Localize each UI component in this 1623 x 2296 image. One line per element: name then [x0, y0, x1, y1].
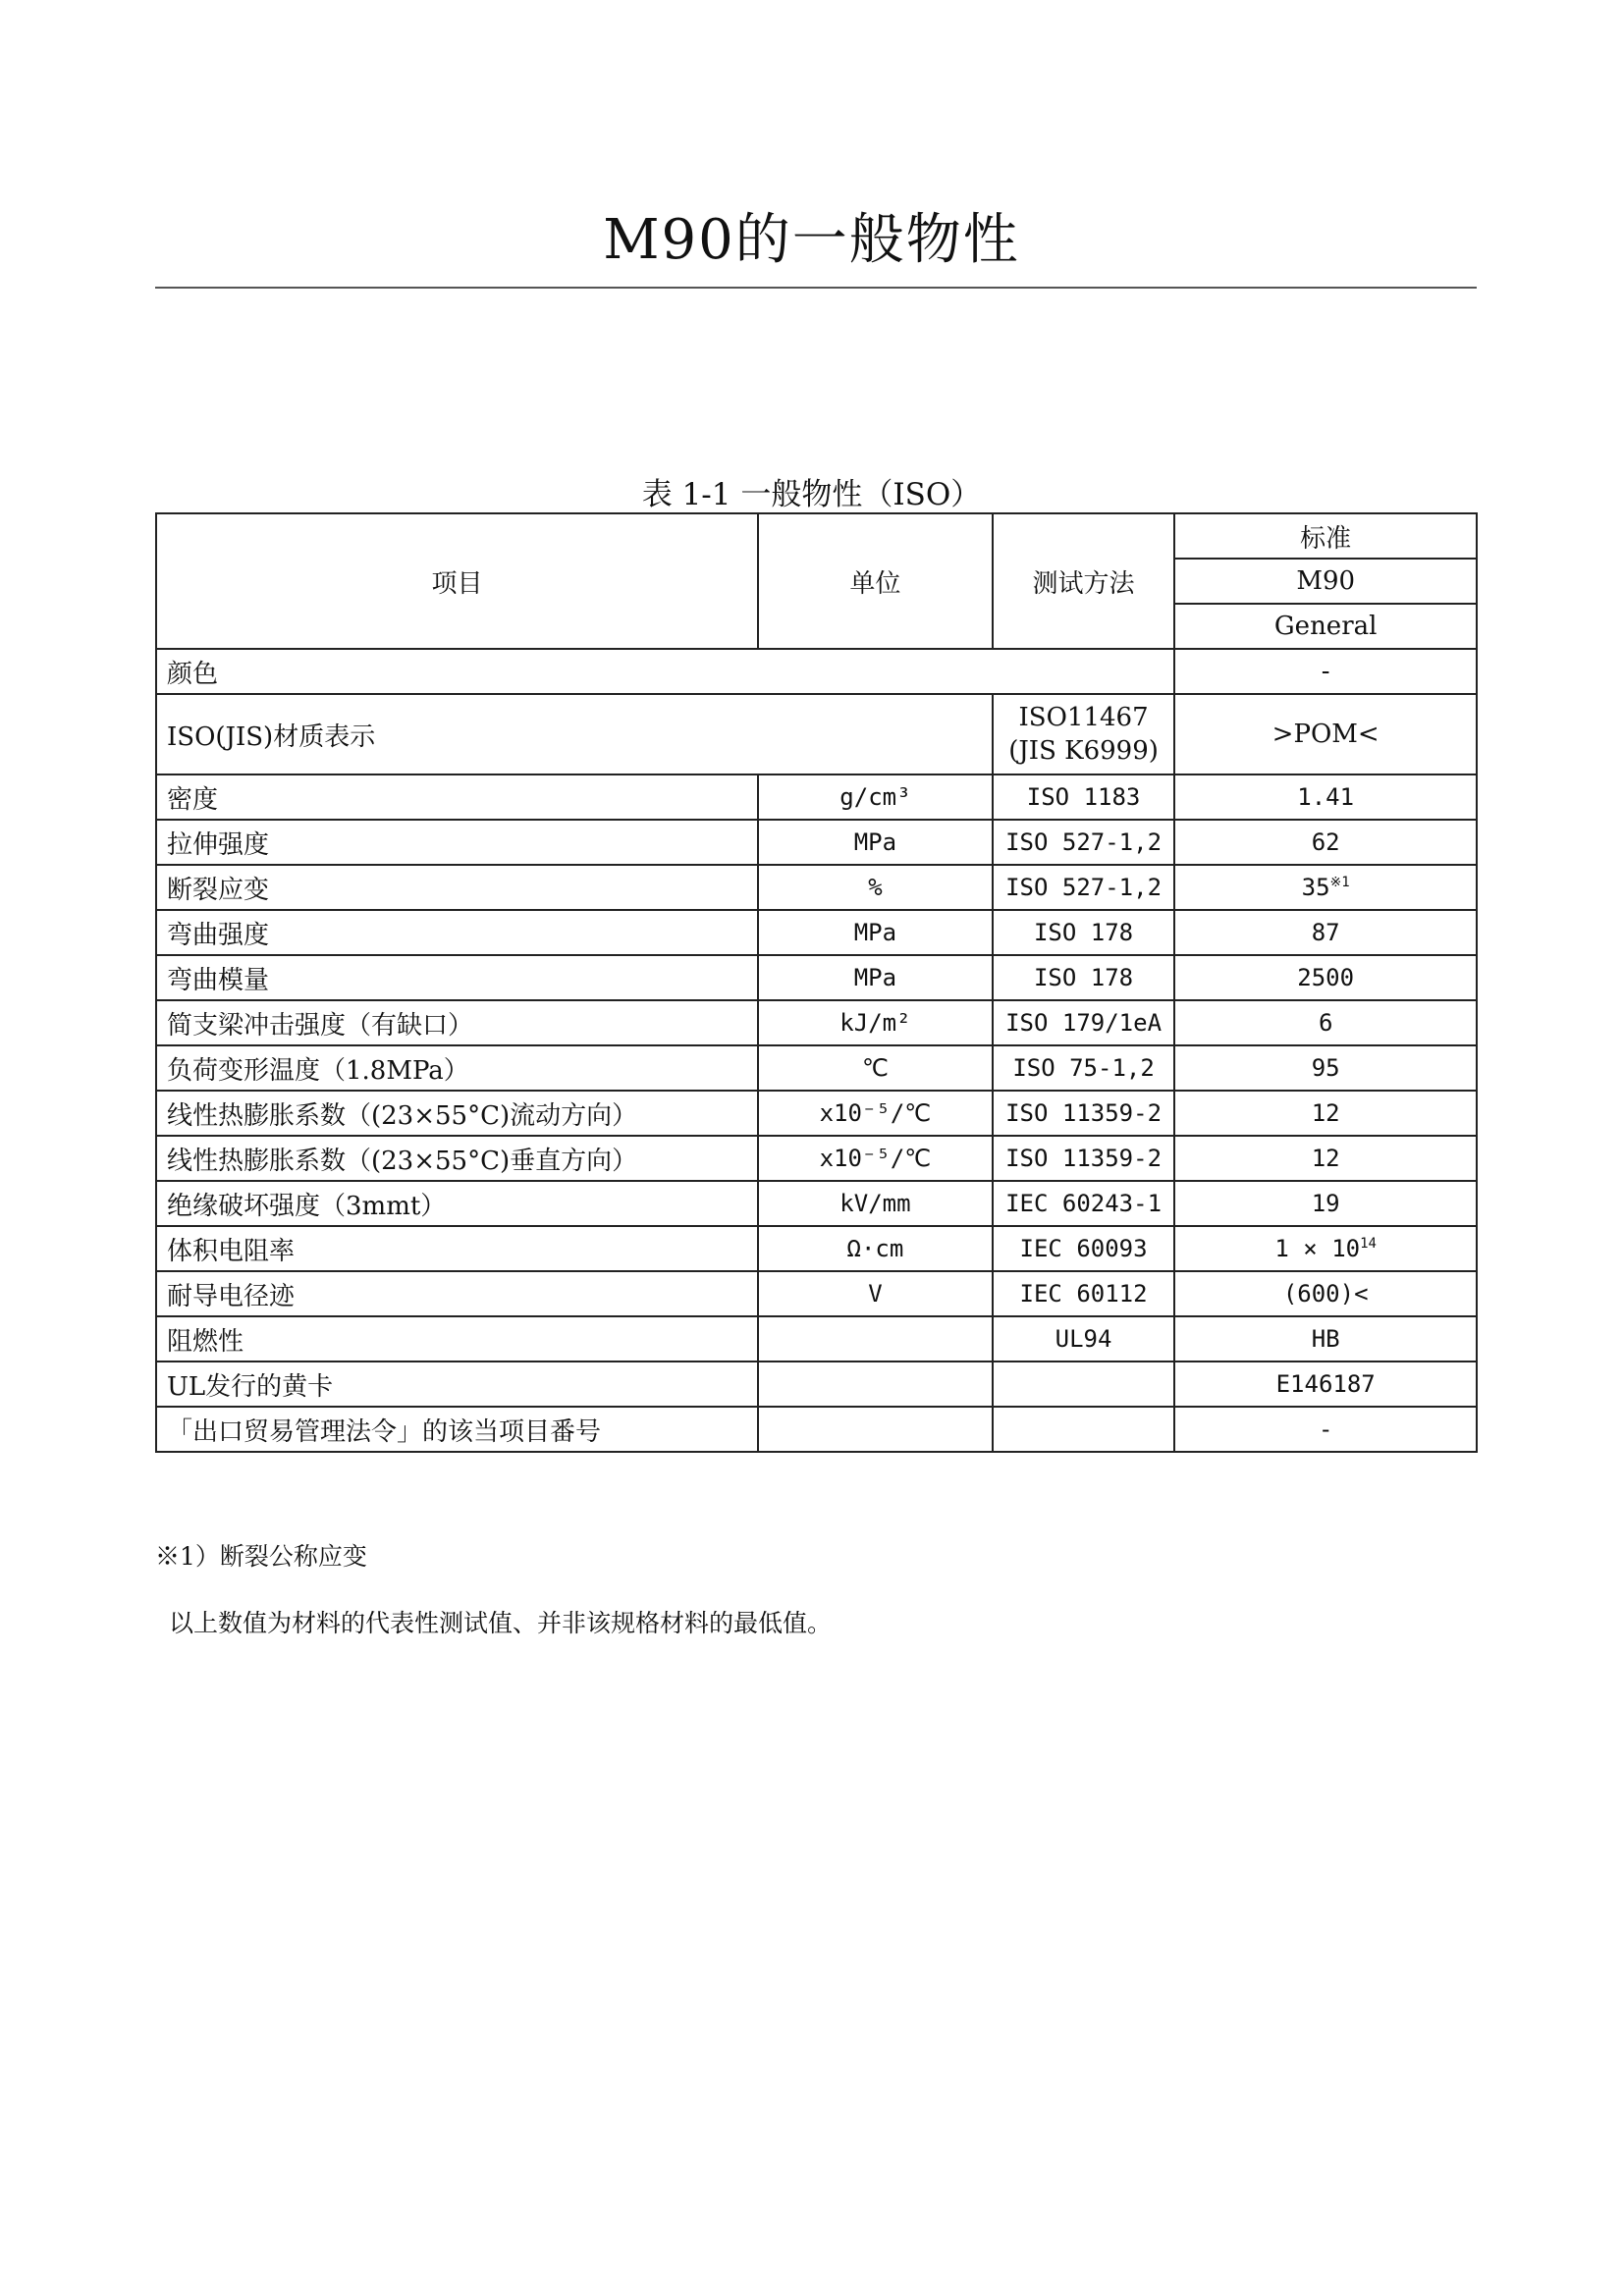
table-row: [156, 955, 1477, 1000]
row-unit: [758, 1362, 993, 1407]
header-grade: M90: [1174, 559, 1477, 604]
row-label: 负荷变形温度（1.8MPa）: [156, 1045, 758, 1091]
row-unit: [758, 1407, 993, 1452]
row-unit: V: [758, 1271, 993, 1316]
header-row: [156, 513, 1477, 559]
row-value: 12: [1174, 1091, 1477, 1136]
method-line: ISO11467: [1018, 703, 1149, 732]
row-unit: x10⁻⁵/℃: [758, 1091, 993, 1136]
row-value: 95: [1174, 1045, 1477, 1091]
row-unit: ℃: [758, 1045, 993, 1091]
row-label: UL发行的黄卡: [156, 1362, 758, 1407]
row-label: 密度: [156, 774, 758, 820]
table-row: [156, 1181, 1477, 1226]
row-method: [993, 1407, 1175, 1452]
header-standard: 标准: [1174, 513, 1477, 559]
value-text: 1 × 10: [1274, 1235, 1361, 1262]
row-label: 弯曲模量: [156, 955, 758, 1000]
row-unit: kJ/m²: [758, 1000, 993, 1045]
row-label: 线性热膨胀系数（(23×55°C)流动方向）: [156, 1091, 758, 1136]
table-row: [156, 910, 1477, 955]
row-label: 颜色: [156, 649, 1174, 694]
row-label: 线性热膨胀系数（(23×55°C)垂直方向）: [156, 1136, 758, 1181]
table-row: [156, 694, 1477, 774]
row-value: 87: [1174, 910, 1477, 955]
row-method: UL94: [993, 1316, 1175, 1362]
row-value: 2500: [1174, 955, 1477, 1000]
row-value: -: [1174, 649, 1477, 694]
table-row: [156, 1362, 1477, 1407]
row-method: ISO 179/1eA: [993, 1000, 1175, 1045]
table-row: [156, 1045, 1477, 1091]
row-unit: MPa: [758, 955, 993, 1000]
row-method: [993, 694, 1175, 774]
row-method: ISO 11359-2: [993, 1091, 1175, 1136]
row-value: HB: [1174, 1316, 1477, 1362]
row-value: 1.41: [1174, 774, 1477, 820]
row-unit: MPa: [758, 910, 993, 955]
row-method: [993, 1362, 1175, 1407]
row-value: [1174, 1226, 1477, 1271]
table-row: [156, 1316, 1477, 1362]
row-method: ISO 178: [993, 955, 1175, 1000]
table-row: [156, 820, 1477, 865]
footnote: ※1）断裂公称应变: [155, 1542, 367, 1571]
row-label: 弯曲强度: [156, 910, 758, 955]
value-text: 35: [1301, 874, 1330, 901]
table-row: [156, 649, 1477, 694]
row-label: 绝缘破坏强度（3mmt）: [156, 1181, 758, 1226]
value-superscript: ※1: [1329, 875, 1350, 890]
row-unit: g/cm³: [758, 774, 993, 820]
disclaimer-note: 以上数值为材料的代表性测试值、并非该规格材料的最低值。: [169, 1609, 833, 1637]
row-method: ISO 1183: [993, 774, 1175, 820]
row-label: 耐导电径迹: [156, 1271, 758, 1316]
row-value: [1174, 865, 1477, 910]
row-method: ISO 527-1,2: [993, 820, 1175, 865]
row-method: IEC 60112: [993, 1271, 1175, 1316]
properties-table: [155, 512, 1478, 1453]
row-unit: x10⁻⁵/℃: [758, 1136, 993, 1181]
title-divider: [155, 287, 1477, 289]
row-unit: [758, 1316, 993, 1362]
row-value: >POM<: [1174, 694, 1477, 774]
row-method: ISO 75-1,2: [993, 1045, 1175, 1091]
table-row: [156, 1407, 1477, 1452]
row-value: 62: [1174, 820, 1477, 865]
document-title: M90的一般物性: [603, 208, 1020, 272]
row-method: ISO 178: [993, 910, 1175, 955]
header-item: 项目: [156, 513, 758, 649]
row-unit: MPa: [758, 820, 993, 865]
table-row: [156, 865, 1477, 910]
row-unit: Ω·cm: [758, 1226, 993, 1271]
row-label: 拉伸强度: [156, 820, 758, 865]
row-value: 19: [1174, 1181, 1477, 1226]
row-label: 断裂应变: [156, 865, 758, 910]
table-row: [156, 1136, 1477, 1181]
row-unit: %: [758, 865, 993, 910]
table-row: [156, 1226, 1477, 1271]
row-value: -: [1174, 1407, 1477, 1452]
row-value: (600)<: [1174, 1271, 1477, 1316]
row-value: 6: [1174, 1000, 1477, 1045]
row-method: ISO 527-1,2: [993, 865, 1175, 910]
row-method: IEC 60243-1: [993, 1181, 1175, 1226]
header-method: 测试方法: [993, 513, 1175, 649]
row-value: E146187: [1174, 1362, 1477, 1407]
table-row: [156, 1091, 1477, 1136]
row-unit: kV/mm: [758, 1181, 993, 1226]
header-unit: 单位: [758, 513, 993, 649]
row-label: ISO(JIS)材质表示: [156, 694, 993, 774]
row-label: 阻燃性: [156, 1316, 758, 1362]
row-label: 简支梁冲击强度（有缺口）: [156, 1000, 758, 1045]
table-row: [156, 1271, 1477, 1316]
row-label: 「出口贸易管理法令」的该当项目番号: [156, 1407, 758, 1452]
row-value: 12: [1174, 1136, 1477, 1181]
table-row: [156, 1000, 1477, 1045]
row-label: 体积电阻率: [156, 1226, 758, 1271]
row-method: IEC 60093: [993, 1226, 1175, 1271]
row-method: ISO 11359-2: [993, 1136, 1175, 1181]
method-line: (JIS K6999): [1008, 736, 1159, 766]
header-grade-type: General: [1174, 604, 1477, 649]
value-superscript: 14: [1360, 1236, 1377, 1252]
table-caption: 表 1-1 一般物性（ISO）: [641, 477, 982, 512]
table-row: [156, 774, 1477, 820]
